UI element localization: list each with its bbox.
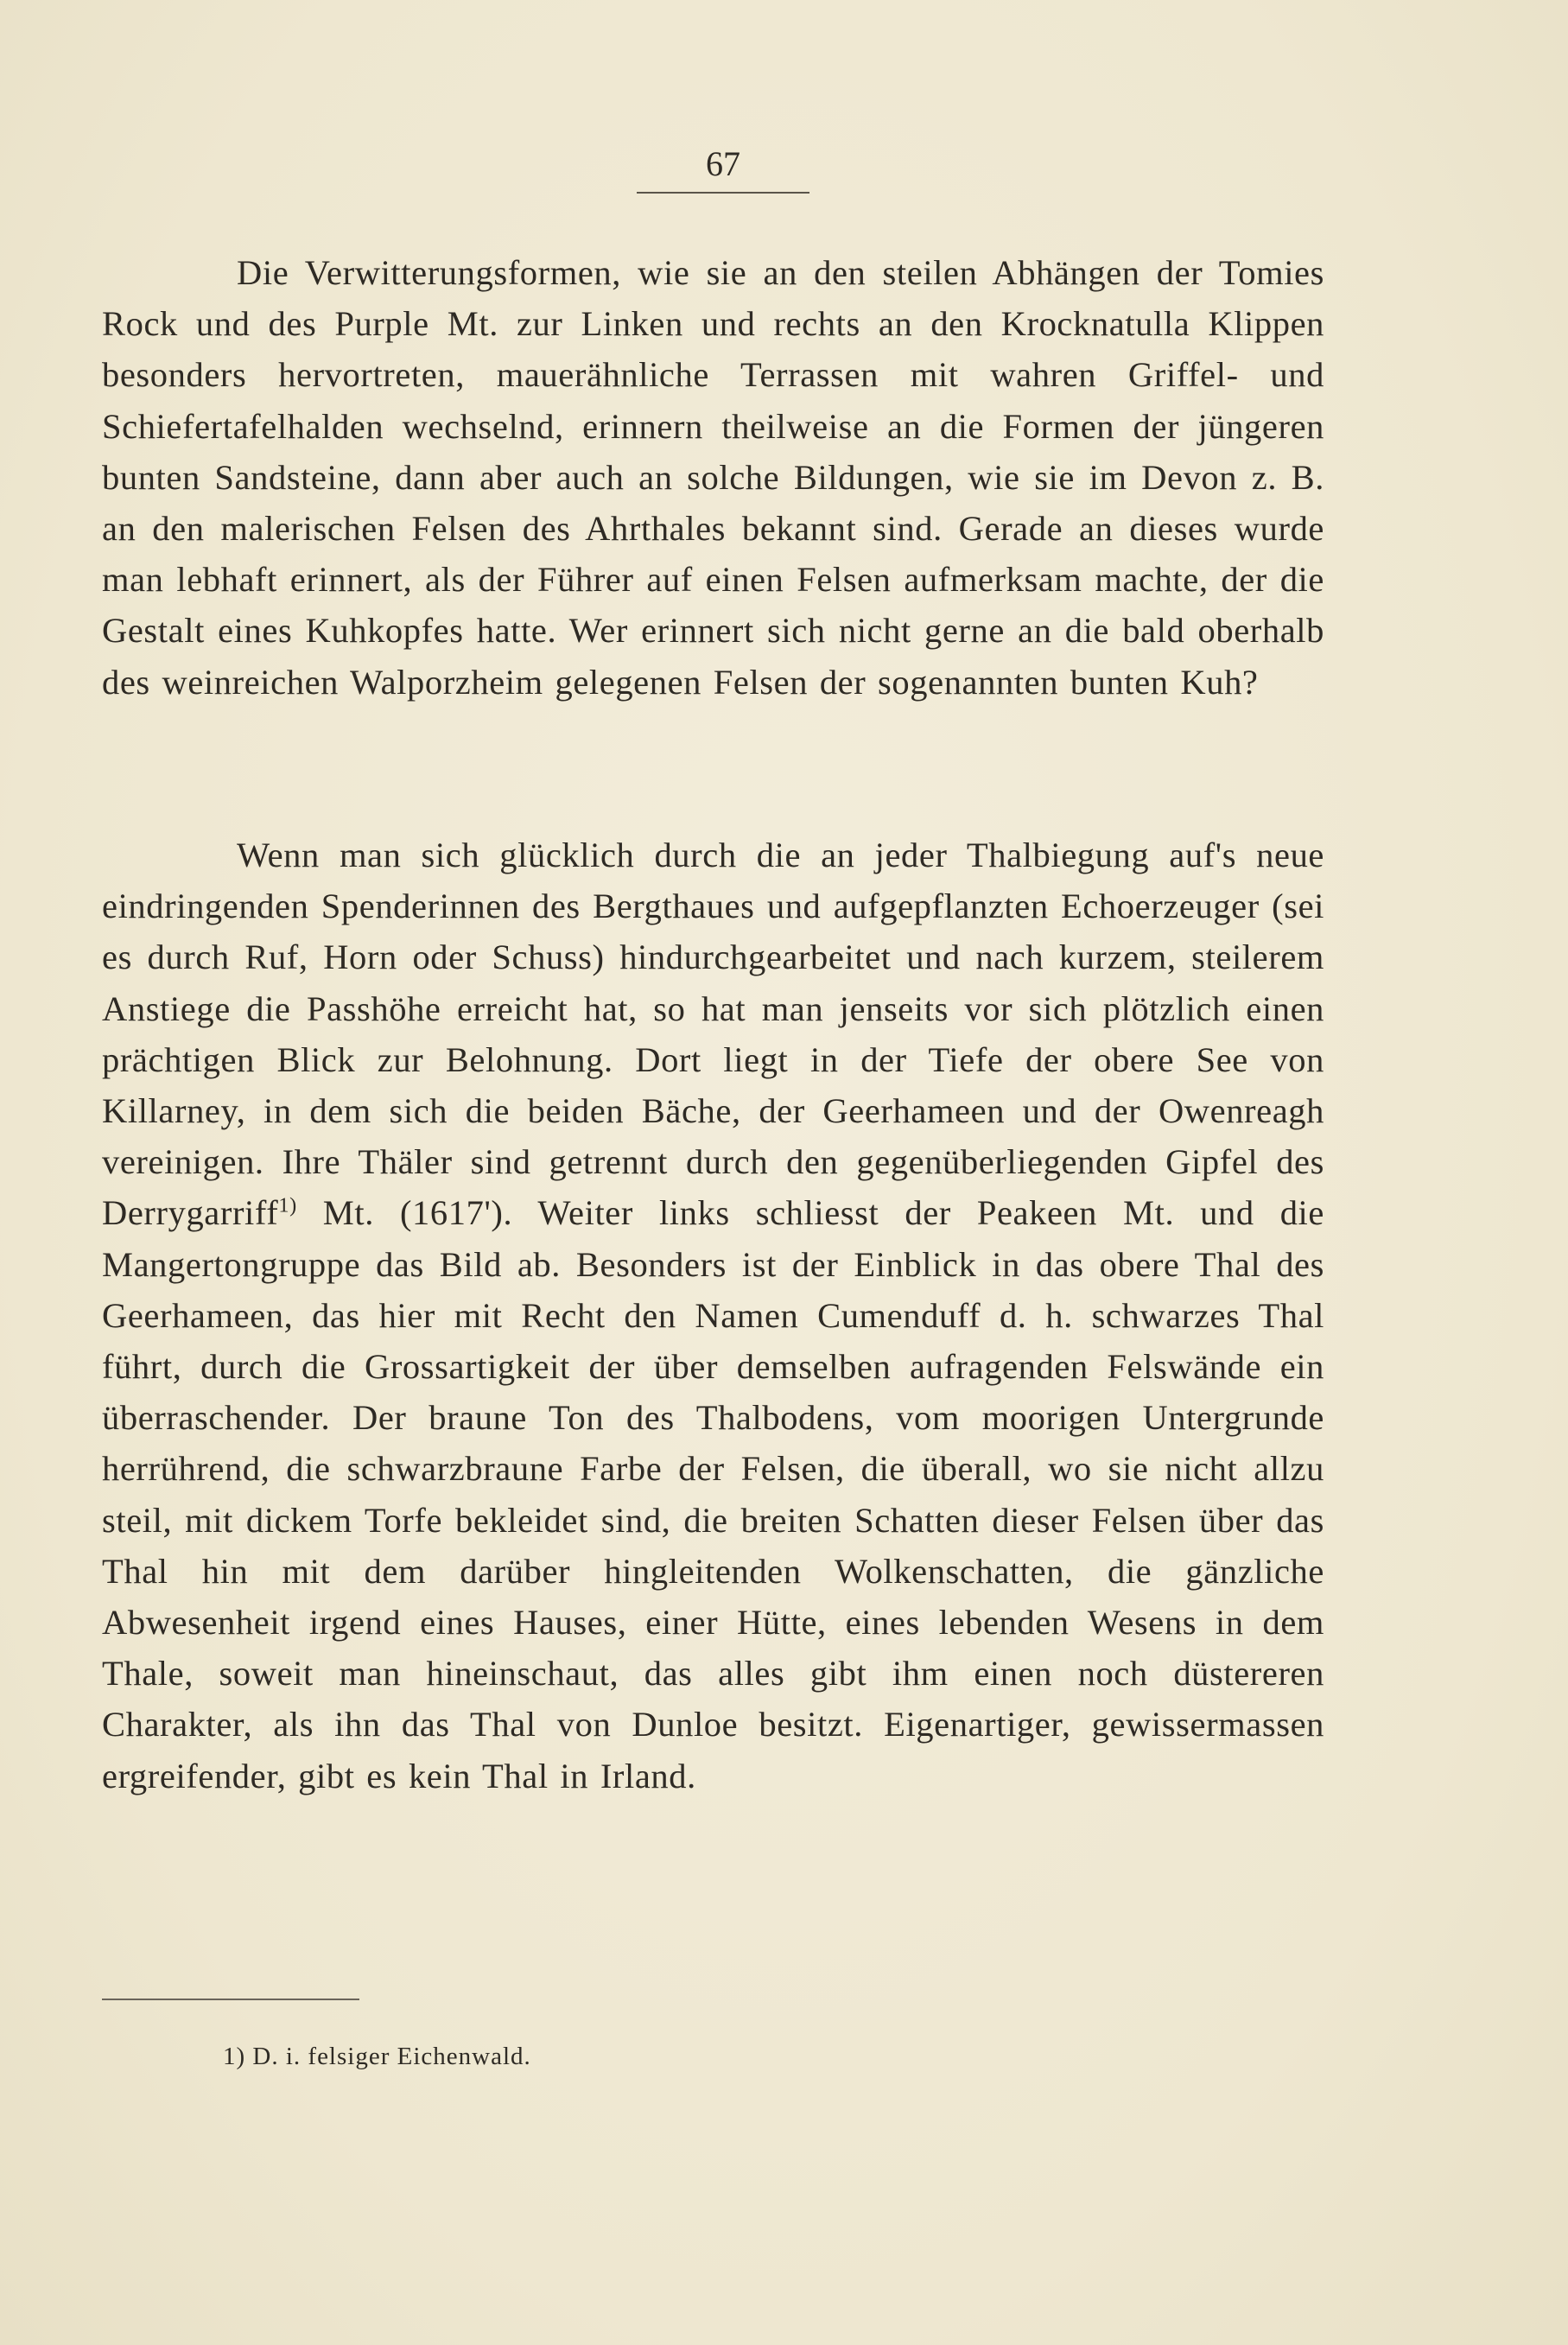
paragraph-2	[102, 829, 1324, 1802]
footnote-separator	[102, 1999, 359, 2000]
page-number-rule	[637, 192, 809, 194]
paragraph-2-part-b: Mt. (1617'). Weiter links schliesst der Peakeen Mt. und die Mangertongruppe das Bild ab. Besonders ist der Einblick in das obere Thal des Geerhameen, das hier mit Recht den Namen Cumenduff d. h. schwarzes Thal führt, durch die Grossartigkeit der über demselben aufragenden Felswände ein überraschender. Der braune Ton des Thalbodens, vom moorigen Untergrunde herrührend, die schwarzbraune Farbe der Felsen, die überall, wo sie nicht allzu steil, mit dickem Torfe bekleidet sind, die breiten Schatten dieser Felsen über das Thal hin mit dem darüber hingleitenden Wolkenschatten, die gänzliche Abwesenheit irgend eines Hauses, einer Hütte, eines lebenden Wesens in dem Thale, soweit man hineinschaut, das alles gibt ihm einen noch düstereren Charakter, als ihn das Thal von Dunloe besitzt. Eigenartiger, gewissermassen ergreifender, gibt es kein Thal in Irland.	[102, 1193, 1324, 1795]
paragraph-2-part-a: Wenn man sich glücklich durch die an jeder Thalbiegung auf's neue eindringenden Spenderinnen des Bergthaues und aufgepflanzten Echoerzeuger (sei es durch Ruf, Horn oder Schuss) hindurchgearbeitet und nach kurzem, steilerem Anstiege die Passhöhe erreicht hat, so hat man jenseits vor sich plötzlich einen prächtigen Blick zur Belohnung. Dort liegt in der Tiefe der obere See von Killarney, in dem sich die beiden Bäche, der Geerhameen und der Owenreagh vereinigen. Ihre Thäler sind getrennt durch den gegenüberliegenden Gipfel des Derrygarriff	[102, 836, 1324, 1233]
paragraph-1-block	[102, 247, 1324, 708]
footnote-reference: 1)	[278, 1193, 297, 1217]
paragraph-2-block	[102, 829, 1324, 1802]
footnote: 1) D. i. felsiger Eichenwald.	[223, 2043, 531, 2070]
page-number: 67	[706, 144, 740, 183]
paragraph-1: Die Verwitterungsformen, wie sie an den steilen Abhängen der Tomies Rock und des Purple Mt. zur Linken und rechts an den Krocknatulla Klippen besonders hervortreten, mauerähnliche Terrassen mit wahren Griffel- und Schiefertafelhalden wechselnd, erinnern theilweise an die Formen der jüngeren bunten Sandsteine, dann aber auch an solche Bildungen, wie sie im Devon z. B. an den malerischen Felsen des Ahrthales bekannt sind. Gerade an dieses wurde man lebhaft erinnert, als der Führer auf einen Felsen aufmerksam machte, der die Gestalt eines Kuhkopfes hatte. Wer erinnert sich nicht gerne an die bald oberhalb des weinreichen Walporzheim gelegenen Felsen der sogenannten bunten Kuh?	[102, 253, 1324, 702]
